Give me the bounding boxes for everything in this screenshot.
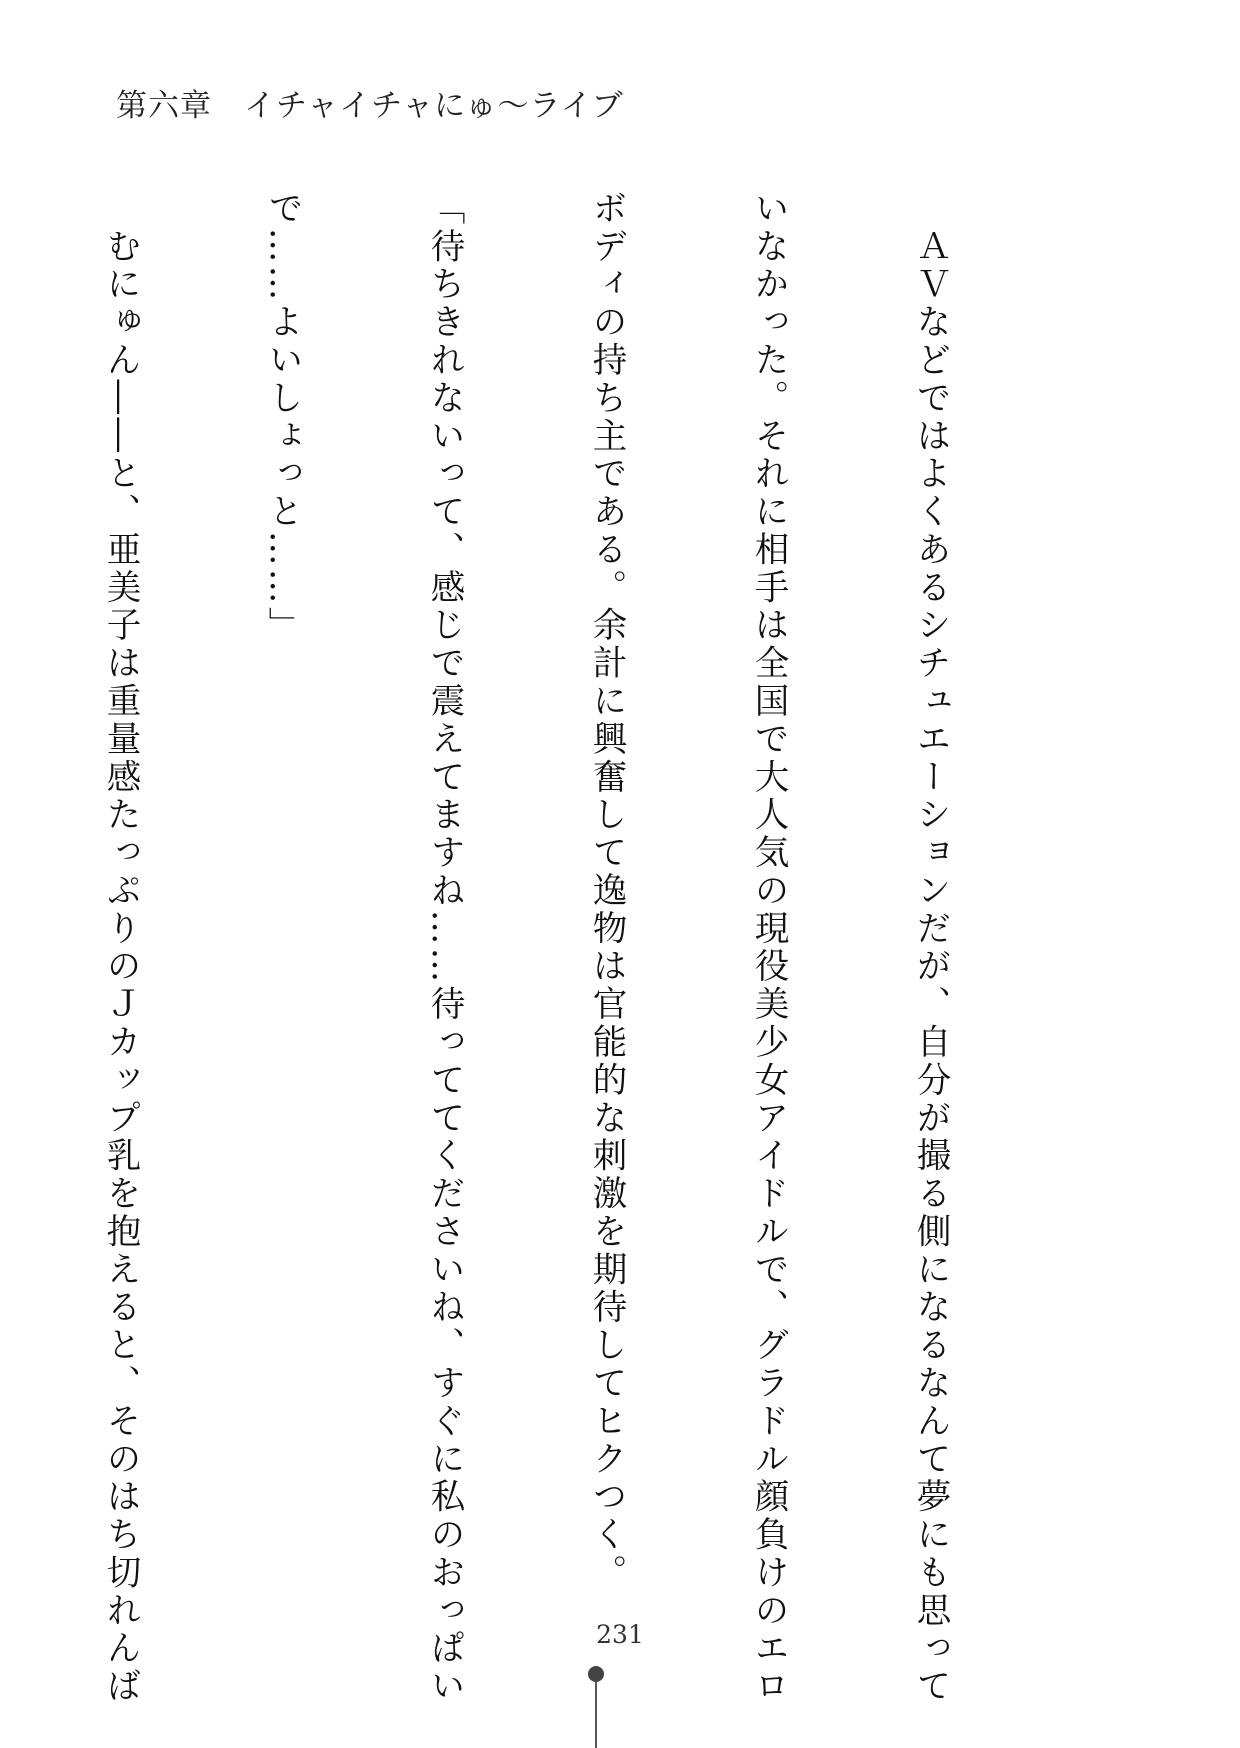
text-line: で……よいしょっと……」 bbox=[262, 190, 302, 645]
text-line: いなかった。それに相手は全国で大人気の現役美少女アイドルで、グラドル顔負けのエロ bbox=[748, 190, 788, 1706]
page-marker-line bbox=[595, 1682, 597, 1748]
text-line: むにゅん――と、亜美子は重量感たっぷりのＪカップ乳を抱えると、そのはち切れんば bbox=[100, 190, 140, 1706]
chapter-title: 第六章 イチャイチャにゅ～ライブ bbox=[116, 88, 624, 124]
page-number: 231 bbox=[596, 1620, 644, 1649]
text-line: ボディの持ち主である。余計に興奮して逸物は官能的な刺激を期待してヒクつく。 bbox=[586, 190, 626, 1592]
page-marker-dot bbox=[588, 1666, 604, 1682]
text-line: 「待ちきれないって、感じで震えてますね……待っててくださいね、すぐに私のおっぱい bbox=[424, 190, 464, 1706]
text-line: ＡＶなどではよくあるシチュエーションだが、自分が撮る側になるなんて夢にも思って bbox=[910, 190, 950, 1706]
